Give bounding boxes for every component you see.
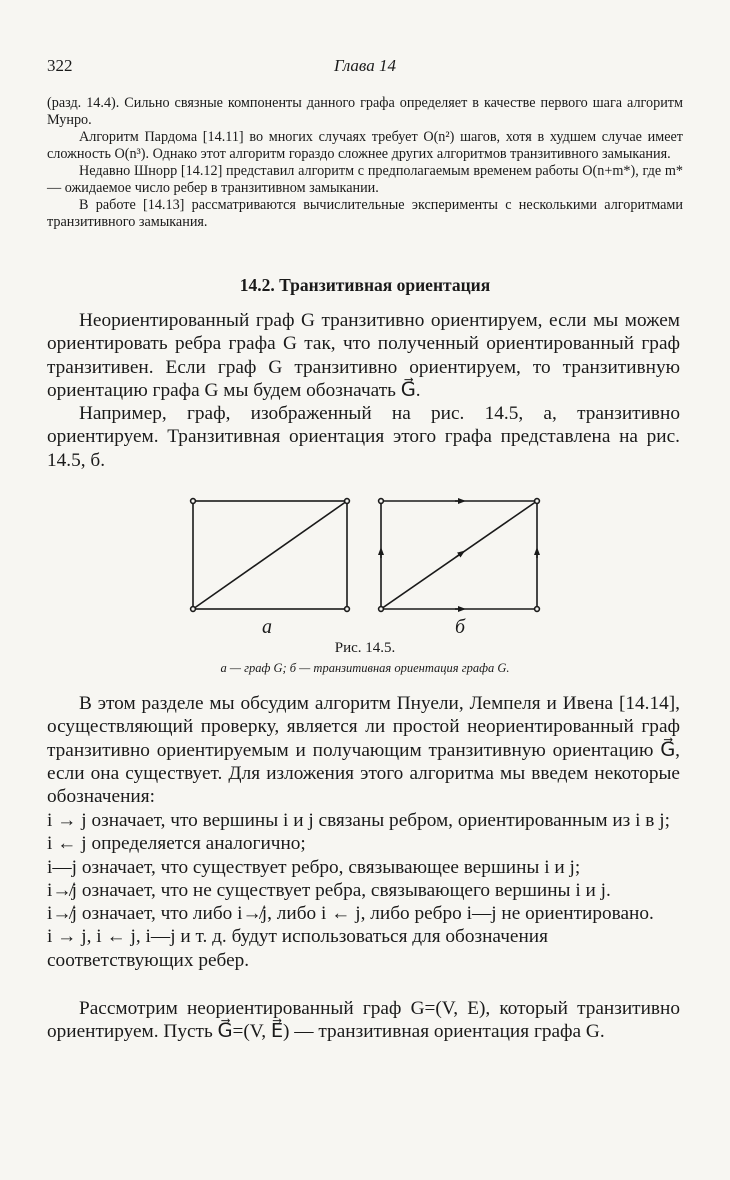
graph-a: [191, 499, 350, 612]
closing-text: [47, 997, 680, 1044]
page-header: [47, 56, 683, 78]
page-number: 322: [47, 56, 73, 75]
notation-line: i↛j означает, что либо i↛j, либо i ← j, либо ребро i—j не ориентировано.: [47, 903, 654, 925]
intro-paragraph: (разд. 14.4). Сильно связные компоненты данного графа определяет в качестве первого шага алгоритм Мунро.: [47, 95, 683, 128]
intro-paragraph: В работе [14.13] рассматриваются вычислительные эксперименты с несколькими алгоритмами транзитивного замыкания.: [47, 197, 683, 230]
body-paragraph: Неориентированный граф G транзитивно ориентируем, если мы можем ориентировать ребра графа G так, что полученный ориентированный граф транзитивен. Если граф G транзитивно ориентируем, то транзитивную ориентацию графа G мы будем обозначать G⃗.: [47, 310, 680, 401]
body-paragraph: Например, граф, изображенный на рис. 14.5, а, транзитивно ориентируем. Транзитивная ориентация этого графа представлена на рис. 14.5, б.: [47, 403, 680, 471]
figure-14-5: [180, 488, 560, 648]
section-heading: 14.2. Транзитивная ориентация: [239, 275, 491, 295]
figure-label-b: б: [455, 616, 466, 638]
intro-text: [47, 95, 683, 231]
notation-line: i ← j определяется аналогично;: [47, 833, 306, 855]
figure-subcaption: а — граф G; б — транзитивная ориентация графа G.: [220, 661, 510, 675]
intro-paragraph: Недавно Шнорр [14.12] представил алгоритм с предполагаемым временем работы O(n+m*), где m* — ожидаемое число ребер в транзитивном замыкании.: [47, 163, 683, 196]
figure-caption: Рис. 14.5.: [334, 640, 396, 656]
figure-label-a: а: [262, 616, 272, 638]
figure-graphs: [180, 488, 560, 648]
chapter-title: Глава 14: [334, 56, 396, 75]
notation-line: i → j, i ← j, i—j и т. д. будут использоваться для обозначения соответствующих ребер.: [47, 926, 548, 971]
notation-list: [47, 809, 680, 972]
body-paragraph: Рассмотрим неориентированный граф G=(V, E), который транзитивно ориентируем. Пусть G⃗=(V, E⃗) — транзитивная ориентация графа G.: [47, 998, 680, 1043]
main-text: [47, 309, 680, 472]
notation-line: i↛j означает, что не существует ребра, связывающего вершины i и j.: [47, 879, 611, 901]
notation-line: i—j означает, что существует ребро, связывающее вершины i и j;: [47, 856, 581, 878]
graph-b: [379, 499, 540, 612]
after-figure-text: [47, 692, 680, 808]
body-paragraph: В этом разделе мы обсудим алгоритм Пнуели, Лемпеля и Ивена [14.14], осуществляющий проверку, является ли простой неориентированный граф транзитивно ориентируемым и получающим транзитивную ориентацию G⃗, если она существует. Для изложения этого алгоритма мы введем некоторые обозначения:: [47, 693, 680, 808]
notation-line: i → j означает, что вершины i и j связаны ребром, ориентированным из i в j;: [47, 810, 670, 831]
intro-paragraph: Алгоритм Пардома [14.11] во многих случаях требует O(n²) шагов, хотя в худшем случае имеет сложность O(n³). Однако этот алгоритм гораздо сложнее других алгоритмов транзитивного замыкания.: [47, 129, 683, 162]
